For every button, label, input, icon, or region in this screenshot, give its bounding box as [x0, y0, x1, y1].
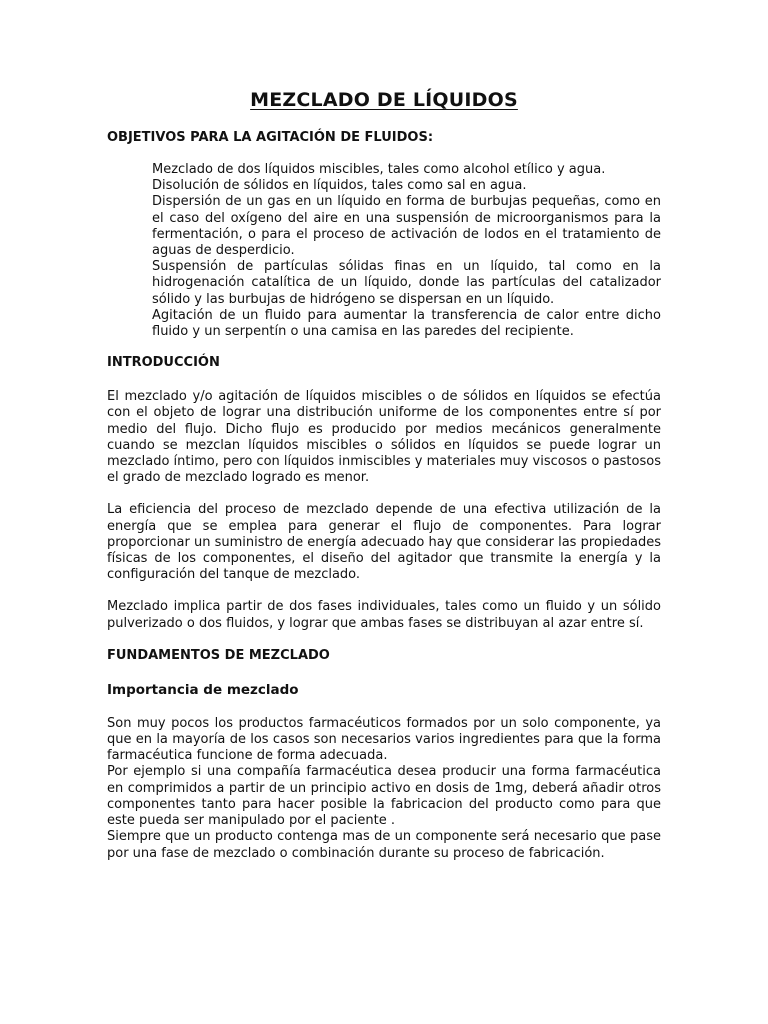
document-page: [107, 88, 661, 862]
objectives-list: [107, 162, 661, 340]
objective-item: Mezclado de dos líquidos miscibles, tales como alcohol etílico y agua.: [152, 162, 606, 177]
objective-item: Suspensión de partículas sólidas finas en un líquido, tal como en la hidrogenación catalítica de un líquido, donde las partículas del catalizador sólido y las burbujas de hidrógeno se dispersan en un líquido.: [152, 259, 661, 307]
importance-subheading: Importancia de mezclado: [107, 681, 299, 698]
objective-item: Dispersión de un gas en un líquido en forma de burbujas pequeñas, como en el caso del oxígeno del aire en una suspensión de microorganismos para la fermentación, o para el proceso de activación de lodos en el tratamiento de aguas de desperdicio.: [152, 194, 661, 259]
objectives-heading: OBJETIVOS PARA LA AGITACIÓN DE FLUIDOS:: [107, 130, 434, 145]
introduction-paragraph: La eficiencia del proceso de mezclado depende de una efectiva utilización de la energía que se emplea para generar el flujo de componentes. Para lograr proporcionar un suministro de energía adecuado hay que considerar las propiedades físicas de los componentes, el diseño del agitador que transmite la energía y la configuración del tanque de mezclado.: [107, 502, 661, 583]
fundamentals-paragraph: Son muy pocos los productos farmacéuticos formados por un solo componente, ya que en la mayoría de los casos son necesarios varios ingredientes para que la forma farmacéutica funcione de forma adecuada.: [107, 715, 661, 764]
document-title: MEZCLADO DE LÍQUIDOS: [250, 89, 518, 111]
introduction-heading: INTRODUCCIÓN: [107, 355, 220, 371]
objective-item: Agitación de un fluido para aumentar la transferencia de calor entre dicho fluido y un serpentín o una camisa en las paredes del recipiente.: [152, 307, 661, 340]
fundamentals-paragraph: Por ejemplo si una compañía farmacéutica desea producir una forma farmacéutica en comprimidos a partir de un principio activo en dosis de 1mg, deberá añadir otros componentes tanto para hacer posible la fabricacion del producto como para que este pueda ser manipulado por el paciente .: [107, 764, 661, 829]
objective-item: Disolución de sólidos en líquidos, tales como sal en agua.: [152, 178, 527, 194]
fundamentals-paragraph: Siempre que un producto contenga mas de un componente será necesario que pase por una fase de mezclado o combinación durante su proceso de fabricación.: [107, 829, 661, 861]
introduction-paragraph: Mezclado implica partir de dos fases individuales, tales como un fluido y un sólido pulverizado o dos fluidos, y lograr que ambas fases se distribuyan al azar entre sí.: [107, 599, 661, 631]
fundamentals-heading: FUNDAMENTOS DE MEZCLADO: [107, 647, 330, 663]
introduction-paragraph: El mezclado y/o agitación de líquidos miscibles o de sólidos en líquidos se efectúa con el objeto de lograr una distribución uniforme de los componentes entre sí por medio del flujo. Dicho flujo es producido por medios mecánicos generalmente cuando se mezclan líquidos miscibles o sólidos en líquidos se puede lograr un mezclado íntimo, pero con líquidos inmiscibles y materiales muy viscosos o pastosos el grado de mezclado logrado es menor.: [107, 389, 661, 486]
